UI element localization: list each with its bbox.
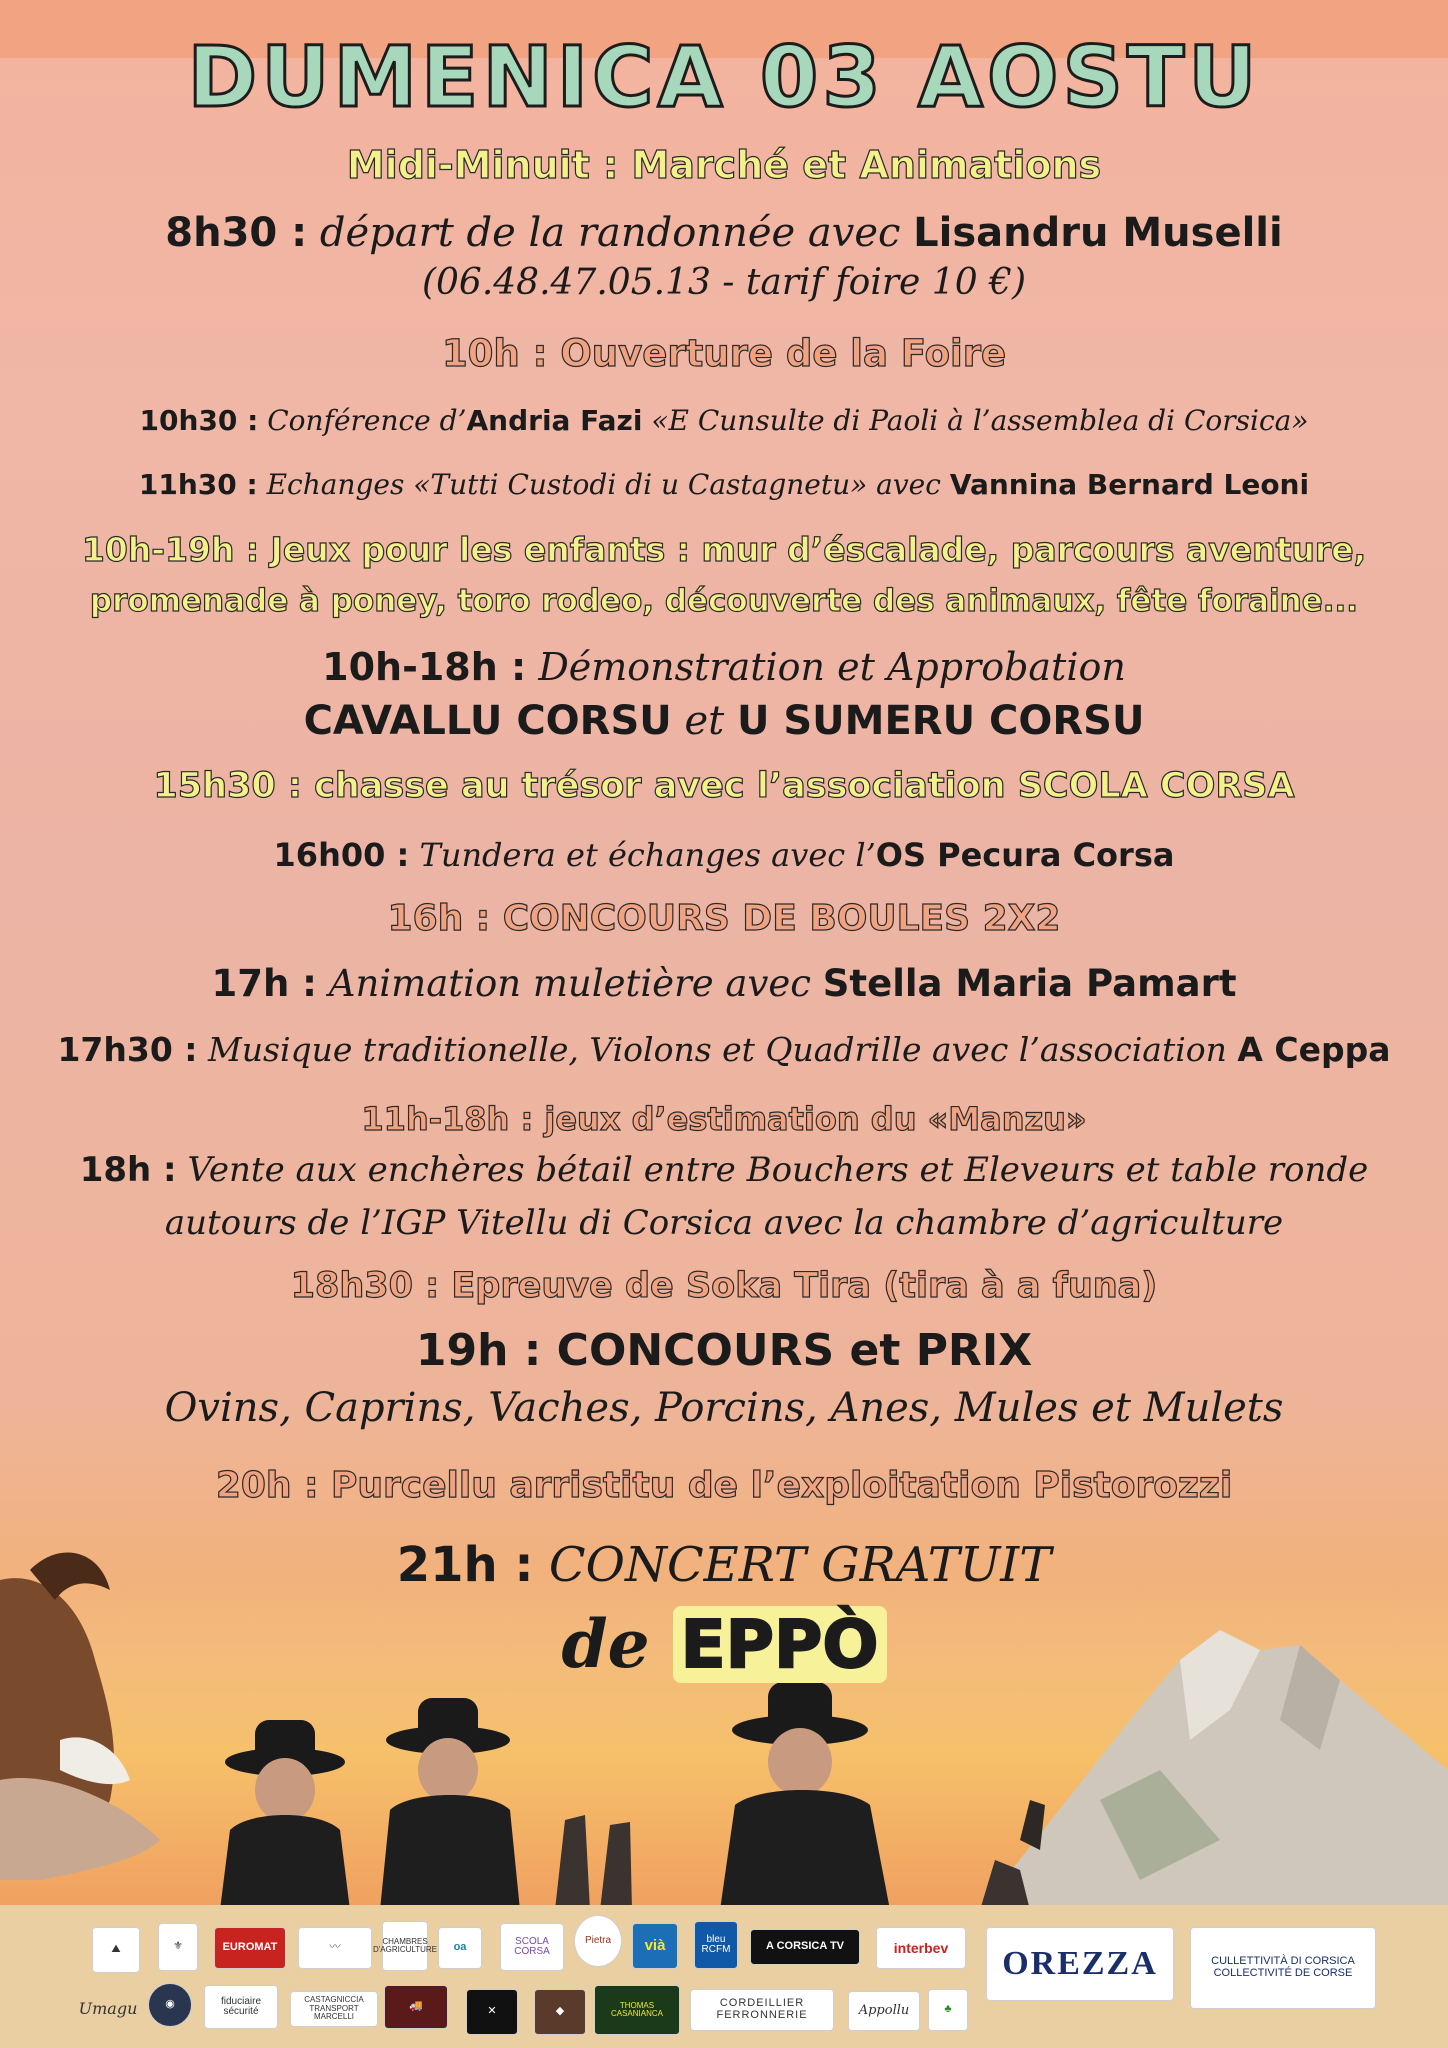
green-logo: ♣ [928,1989,968,2031]
tundera-org: OS Pecura Corsa [875,836,1175,874]
roast-line: 20h : Purcellu arristitu de l’exploitation Pistorozzi [215,1465,1233,1506]
orezza-logo: OREZZA [986,1927,1174,2001]
breed-donkey: U SUMERU CORSU [736,698,1145,744]
headliner-line [0,1605,1448,1683]
appollu-logo: Appollu [848,1991,920,2031]
mule-line [0,962,1448,1005]
music-association: A Ceppa [1237,1030,1391,1069]
estimation-game-line: 11h-18h : jeux d’estimation du «Manzu» [361,1100,1087,1138]
corsica-tv-logo: A CORSICA TV [750,1929,860,1965]
conference-time: 10h30 : [139,404,259,437]
exchange-time: 11h30 : [138,468,258,501]
commune-logo: ⚜ [158,1923,198,1971]
interbev-logo: interbev [876,1927,966,1969]
collectivite-corse-text: CULLETTIVITÀ DI CORSICA [1211,1955,1355,1968]
auction-text: Vente aux enchères bétail entre Bouchers et Eleveurs et table ronde [176,1150,1369,1190]
exchange-text: Echanges «Tutti Custodi di u Castagnetu» avec [257,468,950,501]
charcuterie-logo: ◆ [534,1989,586,2035]
boules-line: 16h : CONCOURS DE BOULES 2X2 [387,898,1061,939]
animals-list: Ovins, Caprins, Vaches, Porcins, Anes, Mules et Mulets [164,1385,1284,1431]
tundera-line [0,836,1448,874]
fiduciaire-logo: fiduciaire sécurité [204,1985,278,2029]
contest-line [0,1325,1448,1376]
contest-time: 19h : [415,1325,542,1376]
treasure-hunt-line: 15h30 : chasse au trésor avec l’association SCOLA CORSA [153,766,1295,806]
auction-line-1 [0,1150,1448,1190]
conference-speaker: Andria Fazi [466,404,643,437]
illustration-scene [0,1540,1448,1910]
tundera-time: 16h00 : [273,836,410,874]
via-logo: vià [632,1923,678,1969]
transport-logo: 🚚 [384,1985,448,2029]
music-line [0,1030,1448,1069]
thomas-casanianca-logo: THOMAS CASANIANCA [594,1985,680,2035]
demo-text: Démonstration et Approbation [526,645,1126,689]
fair-opening: 10h : Ouverture de la Foire [441,332,1007,375]
kids-games-line-1: 10h-19h : Jeux pour les enfants : mur d’éscalade, parcours aventure, [81,530,1367,569]
france-bleu-logo: bleu RCFM [694,1921,738,1969]
conference-title: «E Cunsulte di Paoli à l’assemblea di Corsica» [642,404,1309,437]
music-time: 17h30 : [57,1030,198,1069]
breed-and: et [671,698,737,744]
demo-line [0,645,1448,689]
cordeillier-logo: CORDEILLIER FERRONNERIE [690,1989,834,2031]
sponsor-bar [0,1905,1448,2048]
conference-line [0,404,1448,437]
breed-horse: CAVALLU CORSU [303,698,672,744]
collectivite-corse-logo [1190,1927,1376,2009]
headliner-prefix: de [561,1605,673,1683]
euromat-logo: EUROMAT [214,1927,286,1969]
fair-logo: ⛰ [92,1927,140,1973]
hike-line [0,210,1448,256]
market-line: Midi-Minuit : Marché et Animations [346,143,1102,187]
hike-guide: Lisandru Muselli [913,210,1283,256]
hike-contact: (06.48.47.05.13 - tarif foire 10 €) [421,262,1026,303]
auction-line-2: autours de l’IGP Vitellu di Corsica avec la chambre d’agriculture [164,1203,1284,1243]
page-title: DUMENICA 03 AOSTU [187,28,1261,126]
headliner-name: EPPÒ [673,1606,887,1683]
castagniccia-logo: CASTAGNICCIA TRANSPORT MARCELLI [290,1991,378,2027]
conference-text: Conférence d’ [258,404,467,437]
collectivite-corse-text-fr: COLLECTIVITÉ DE CORSE [1213,1967,1353,1979]
mule-text: Animation muletière avec [316,962,823,1005]
scola-corsa-logo: SCOLA CORSA [500,1923,564,1971]
music-text: Musique traditionelle, Violons et Quadrille avec l’association [197,1030,1238,1069]
umagu-logo: Umagu [78,1998,138,2018]
hike-text: départ de la randonnée avec [307,210,914,256]
cordelier-icon-logo: ✕ [466,1989,518,2035]
contest-text: CONCOURS et PRIX [541,1325,1033,1376]
auction-time: 18h : [79,1150,177,1190]
oa-logo: oa [438,1927,482,1969]
kids-games-line-2: promenade à poney, toro rodeo, découverte des animaux, fête foraine... [89,583,1359,619]
demo-time: 10h-18h : [322,645,527,689]
round-logo: ◉ [148,1983,192,2027]
mule-time: 17h : [211,962,317,1005]
mule-host: Stella Maria Pamart [822,962,1237,1005]
pietra-logo: Pietra [574,1915,622,1967]
hike-time: 8h30 : [165,210,308,256]
exchange-speaker: Vannina Bernard Leoni [949,468,1310,501]
concert-time: 21h : [396,1537,534,1593]
exchange-line [0,468,1448,501]
railway-logo: 〰 [298,1927,372,1969]
breeds-line [0,698,1448,744]
chambres-logo: CHAMBRES D'AGRICULTURE [382,1921,428,1971]
tundera-text: Tundera et échanges avec l’ [409,836,876,874]
tug-of-war-line: 18h30 : Epreuve de Soka Tira (tira à a funa) [290,1266,1158,1306]
concert-text: CONCERT GRATUIT [533,1537,1052,1593]
